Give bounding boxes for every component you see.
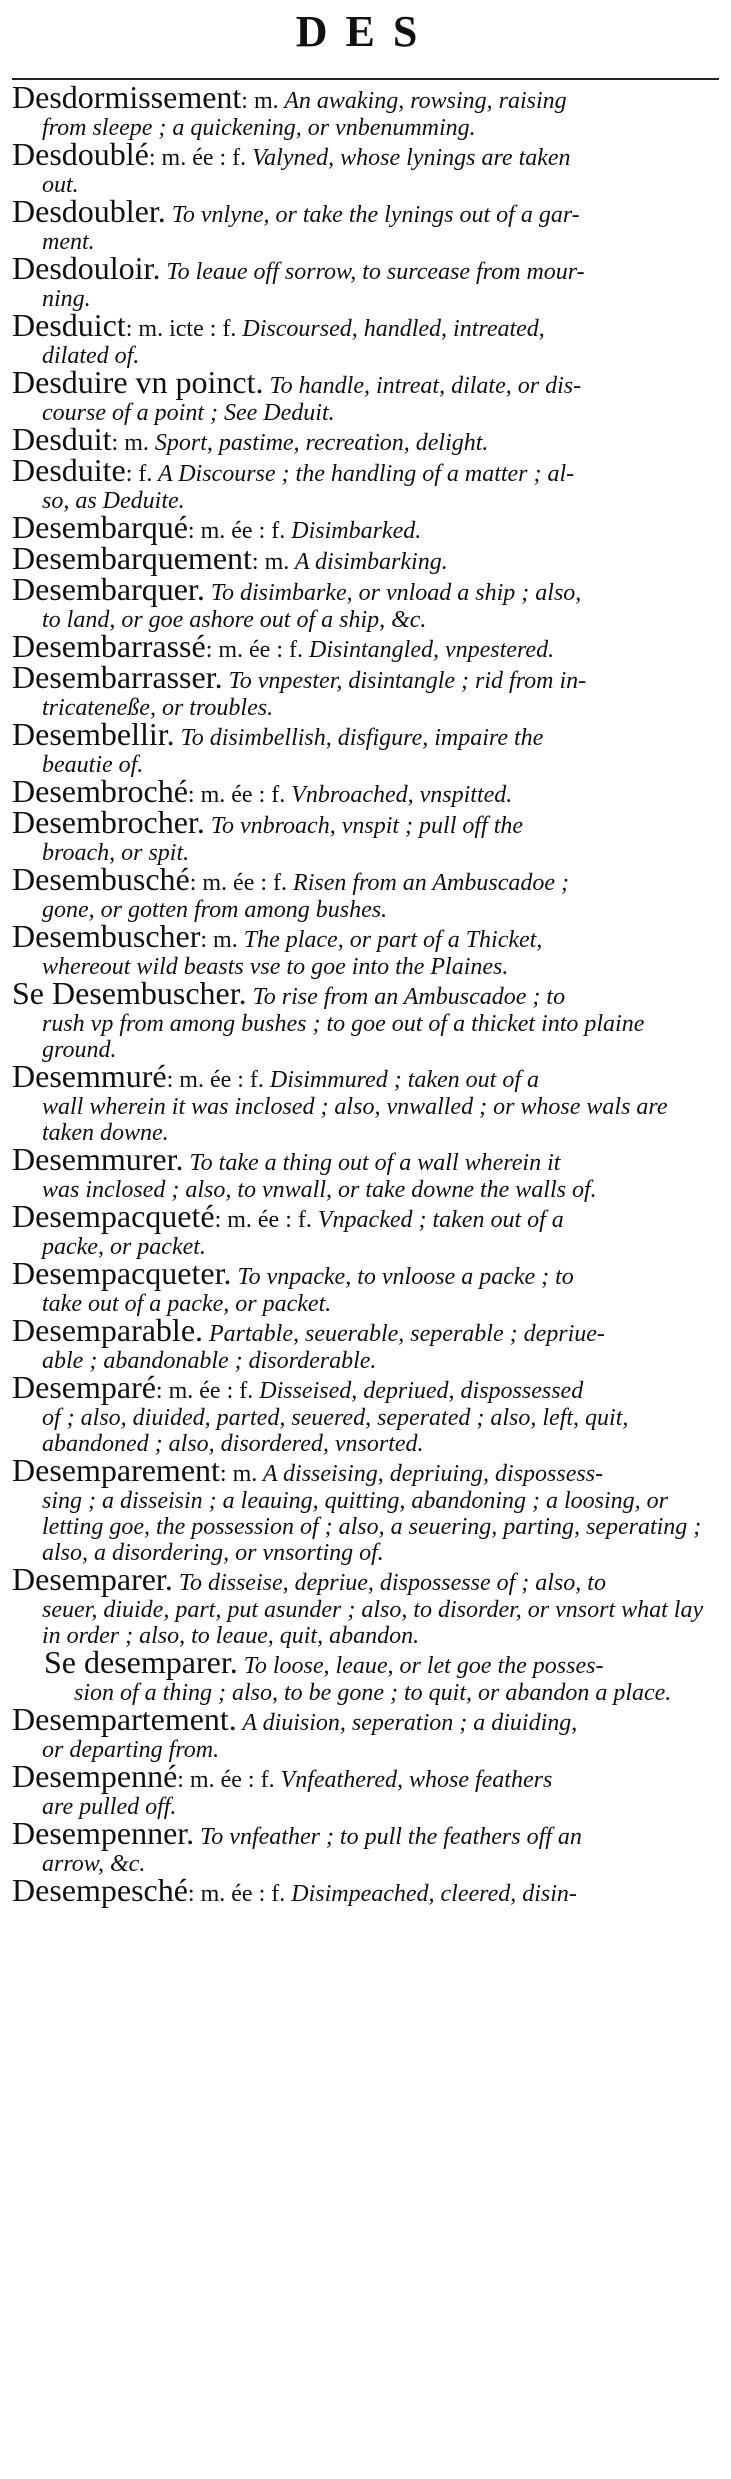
dictionary-entry <box>12 1815 719 1877</box>
entry-continuation: seuer, diuide, part, put asunder ; also, to disorder, or vnsort what lay in order ; also, to leaue, quit, abandon. <box>42 1597 704 1649</box>
entry-list <box>12 79 719 1908</box>
entry-definition: Discoursed, handled, intreated, <box>236 316 545 342</box>
entry-continuation: ning. <box>42 286 91 312</box>
entry-definition: The place, or part of a Thicket, <box>237 927 543 953</box>
entry-definition: Disseised, depriued, dispossessed <box>253 1378 584 1404</box>
dictionary-entry <box>12 452 719 514</box>
entry-grammar: : m. ée : f. <box>177 1767 275 1793</box>
entry-grammar: : m. ée : f. <box>187 1881 286 1907</box>
dictionary-entry <box>12 1141 719 1203</box>
entry-continuation: to land, or goe ashore out of a ship, &c. <box>42 607 427 633</box>
entry-headword: Desembusché <box>12 861 190 897</box>
entry-grammar: : m. <box>111 430 149 456</box>
entry-headword: Desembarqué <box>12 509 188 545</box>
entry-definition: To vnbroach, vnspit ; pull off the <box>204 813 524 839</box>
entry-continuation: out. <box>42 172 79 198</box>
dictionary-entry <box>12 804 719 866</box>
dictionary-entry <box>12 307 719 369</box>
entry-grammar: : m. icte : f. <box>125 316 237 342</box>
entry-headword: Desempacqueté <box>12 1198 215 1234</box>
entry-definition: To disimbarke, or vnload a ship ; also, <box>204 580 582 606</box>
entry-definition: A disseising, depriuing, dispossess- <box>257 1461 604 1487</box>
entry-continuation: take out of a packe, or packet. <box>42 1291 332 1317</box>
entry-headword: Desdoubler. <box>12 193 166 229</box>
entry-headword: Desembarquer. <box>12 571 205 607</box>
entry-headword: Desembarrasser. <box>12 659 223 695</box>
dictionary-entry <box>12 861 719 923</box>
entry-definition: A disimbarking. <box>289 549 448 575</box>
entry-continuation: or departing from. <box>42 1737 220 1763</box>
entry-definition: To vnpester, disintangle ; rid from in- <box>222 668 587 694</box>
entry-headword: Desembuscher <box>12 918 201 954</box>
entry-grammar: : m. ée : f. <box>187 518 286 544</box>
dictionary-entry <box>12 364 719 426</box>
entry-definition: An awaking, rowsing, raising <box>278 88 567 114</box>
dictionary-entry <box>12 1369 719 1457</box>
entry-headword: Desdouloir. <box>12 250 161 286</box>
entry-grammar: : m. <box>200 927 238 953</box>
entry-headword: Desembroché <box>12 773 188 809</box>
entry-headword: Desempesché <box>12 1872 188 1908</box>
entry-headword: Desduict <box>12 307 126 343</box>
entry-headword: Desdoublé <box>12 136 149 172</box>
entry-definition: Sport, pastime, recreation, delight. <box>148 430 489 456</box>
dictionary-entry <box>12 1561 719 1649</box>
entry-continuation: gone, or gotten from among bushes. <box>42 897 388 923</box>
entry-continuation: dilated of. <box>42 343 140 369</box>
entry-grammar: : f. <box>125 461 153 487</box>
dictionary-entry <box>12 975 719 1063</box>
entry-definition: To vnpacke, to vnloose a packe ; to <box>231 1264 574 1290</box>
dictionary-entry <box>12 250 719 312</box>
entry-headword: Desduit <box>12 421 112 457</box>
entry-continuation: arrow, &c. <box>42 1851 146 1877</box>
entry-continuation: tricateneße, or troubles. <box>42 695 274 721</box>
dictionary-entry <box>12 1452 719 1566</box>
entry-headword: Desemparement <box>12 1452 220 1488</box>
entry-headword: Desduite <box>12 452 126 488</box>
entry-definition: Vnpacked ; taken out of a <box>311 1207 564 1233</box>
entry-continuation: course of a point ; See Deduit. <box>42 400 335 426</box>
entry-headword: Desemparer. <box>12 1561 173 1597</box>
dictionary-entry <box>12 1312 719 1374</box>
entry-continuation: rush vp from among bushes ; to goe out of a thicket into plaine ground. <box>42 1011 645 1063</box>
entry-grammar: : m. ée : f. <box>166 1067 264 1093</box>
entry-definition: To loose, leaue, or let goe the posses- <box>237 1653 604 1679</box>
dictionary-entry <box>12 571 719 633</box>
entry-headword: Desembellir. <box>12 716 175 752</box>
entry-grammar: : m. <box>251 549 290 575</box>
entry-headword: Desempenné <box>12 1758 178 1794</box>
dictionary-entry <box>12 1198 719 1260</box>
dictionary-entry <box>12 1758 719 1820</box>
entry-continuation: sion of a thing ; also, to be gone ; to quit, or abandon a place. <box>74 1680 672 1706</box>
dictionary-entry <box>12 193 719 255</box>
entry-grammar: : m. ée : f. <box>189 870 288 896</box>
entry-headword: Desemparable. <box>12 1312 204 1348</box>
entry-headword: Desempartement. <box>12 1701 237 1737</box>
entry-continuation: sing ; a disseisin ; a leauing, quitting, abandoning ; a loosing, or letting goe, the possession of ; also, a seuering, parting, seperating ; also, a disordering, or vnsorting of. <box>42 1488 702 1566</box>
dictionary-entry <box>12 659 719 721</box>
dictionary-entry <box>12 1644 719 1706</box>
entry-headword: Desdormissement <box>12 79 242 115</box>
entry-headword: Desembrocher. <box>12 804 205 840</box>
entry-continuation: ment. <box>42 229 95 255</box>
entry-headword: Desembarrassé <box>12 628 206 664</box>
entry-definition: Valyned, whose lynings are taken <box>246 145 571 171</box>
entry-continuation: broach, or spit. <box>42 840 190 866</box>
entry-definition: Partable, seuerable, seperable ; depriue- <box>203 1321 605 1347</box>
dictionary-entry <box>12 1701 719 1763</box>
dictionary-entry <box>12 79 719 141</box>
entry-definition: To disseise, depriue, dispossesse of ; also, to <box>172 1570 606 1596</box>
entry-headword: Desemmuré <box>12 1058 167 1094</box>
entry-definition: To disimbellish, disfigure, impaire the <box>174 725 544 751</box>
entry-continuation: beautie of. <box>42 752 144 778</box>
entry-definition: Disimmured ; taken out of a <box>263 1067 539 1093</box>
entry-grammar: : m. <box>241 88 279 114</box>
page-title: DES <box>295 7 436 56</box>
dictionary-entry <box>12 136 719 198</box>
entry-grammar: : m. ée : f. <box>155 1378 254 1404</box>
entry-continuation: so, as Deduite. <box>42 488 185 514</box>
entry-grammar: : m. ée : f. <box>187 782 286 808</box>
entry-definition: A diuision, seperation ; a diuiding, <box>236 1710 578 1736</box>
entry-definition: To take a thing out of a wall wherein it <box>183 1150 561 1176</box>
entry-continuation: able ; abandonable ; disorderable. <box>42 1348 377 1374</box>
entry-definition: A Discourse ; the handling of a matter ; al- <box>152 461 575 487</box>
entry-continuation: was inclosed ; also, to vnwall, or take downe the walls of. <box>42 1177 597 1203</box>
entry-continuation: packe, or packet. <box>42 1234 206 1260</box>
dictionary-entry <box>12 1255 719 1317</box>
entry-grammar: : m. <box>219 1461 258 1487</box>
entry-grammar: : m. ée : f. <box>214 1207 312 1233</box>
entry-grammar: : m. ée : f. <box>148 145 247 171</box>
entry-headword: Desembarquement <box>12 540 252 576</box>
entry-definition: Risen from an Ambuscadoe ; <box>287 870 569 896</box>
entry-continuation: from sleepe ; a quickening, or vnbenumming. <box>42 115 476 141</box>
dictionary-entry <box>12 1872 719 1908</box>
entry-definition: To rise from an Ambuscadoe ; to <box>246 984 566 1010</box>
entry-continuation: wall wherein it was inclosed ; also, vnwalled ; or whose wals are taken downe. <box>42 1094 668 1146</box>
entry-definition: To leaue off sorrow, to surcease from mour- <box>160 259 585 285</box>
entry-headword: Desempacqueter. <box>12 1255 232 1291</box>
entry-definition: To vnlyne, or take the lynings out of a gar- <box>165 202 580 228</box>
entry-grammar: : m. ée : f. <box>205 637 303 663</box>
entry-headword: Desemparé <box>12 1369 156 1405</box>
entry-headword: Se Desembuscher. <box>12 975 247 1011</box>
entry-definition: Disintangled, vnpestered. <box>303 637 555 663</box>
entry-continuation: are pulled off. <box>42 1794 177 1820</box>
dictionary-entry <box>12 918 719 980</box>
entry-headword: Se desemparer. <box>44 1644 238 1680</box>
entry-definition: To handle, intreat, dilate, or dis- <box>263 373 582 399</box>
dictionary-entry <box>12 1058 719 1146</box>
entry-headword: Desduire vn poinct. <box>12 364 264 400</box>
entry-continuation: of ; also, diuided, parted, seuered, seperated ; also, left, quit, abandoned ; also, disordered, vnsorted. <box>42 1405 629 1457</box>
entry-headword: Desempenner. <box>12 1815 195 1851</box>
entry-continuation: whereout wild beasts vse to goe into the Plaines. <box>42 954 509 980</box>
entry-definition: Disimpeached, cleered, disin- <box>285 1881 577 1907</box>
entry-definition: Vnbroached, vnspitted. <box>285 782 513 808</box>
entry-headword: Desemmurer. <box>12 1141 184 1177</box>
entry-definition: Disimbarked. <box>285 518 422 544</box>
entry-definition: To vnfeather ; to pull the feathers off an <box>194 1824 582 1850</box>
dictionary-entry <box>12 716 719 778</box>
entry-definition: Vnfeathered, whose feathers <box>274 1767 553 1793</box>
